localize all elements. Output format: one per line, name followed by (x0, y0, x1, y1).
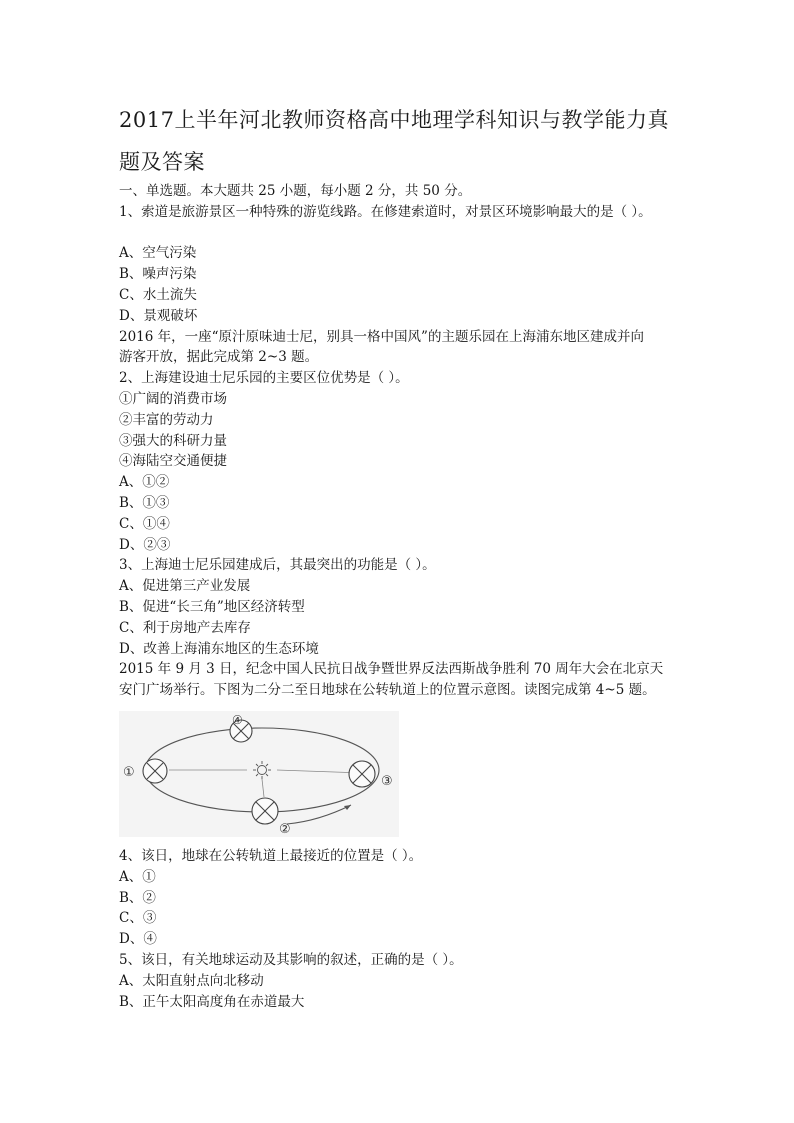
question-4-stem: 4、该日，地球在公转轨道上最接近的位置是（ ）。 (119, 848, 423, 864)
q2-item-3: ③强大的科研力量 (119, 432, 227, 449)
q1-option-c: C、水土流失 (119, 286, 197, 303)
q1-option-a: A、空气污染 (119, 245, 197, 262)
question-block-1 (119, 181, 689, 701)
q4-option-c: C、③ (119, 910, 157, 927)
q2-option-c: C、①④ (119, 515, 170, 532)
q2-option-b: B、①③ (119, 494, 170, 511)
question-3-stem: 3、上海迪士尼乐园建成后，其最突出的功能是（ ）。 (119, 557, 436, 574)
q2-item-2: ②丰富的劳动力 (119, 411, 214, 428)
q2-item-1: ①广阔的消费市场 (119, 390, 227, 407)
passage-1-line-1: 2016 年，一座“原汁原味迪士尼，别具一格中国风”的主题乐园在上海浦东地区建成并向 (119, 328, 644, 345)
q2-item-4: ④海陆空交通便捷 (119, 453, 227, 470)
orbit-label-3: ③ (381, 774, 393, 789)
orbit-diagram-svg (119, 711, 399, 837)
blank-line (119, 223, 689, 244)
q3-option-a: A、促进第三产业发展 (119, 578, 251, 595)
document-title-line-2: 题及答案 (119, 150, 205, 174)
passage-1-line-2: 游客开放，据此完成第 2~3 题。 (119, 349, 319, 366)
section-heading: 一、单选题。本大题共 25 小题，每小题 2 分，共 50 分。 (119, 183, 472, 199)
orbit-label-1: ① (123, 765, 135, 780)
q3-option-d: D、改善上海浦东地区的生态环境 (119, 640, 319, 657)
q5-option-a: A、太阳直射点向北移动 (119, 972, 264, 989)
question-5-stem: 5、该日，有关地球运动及其影响的叙述，正确的是（ ）。 (119, 951, 463, 968)
q1-option-b: B、噪声污染 (119, 266, 197, 283)
passage-2-line-2: 安门广场举行。下图为二分二至日地球在公转轨道上的位置示意图。读图完成第 4~5 题。 (119, 682, 656, 699)
orbit-label-2: ② (279, 822, 291, 837)
q5-option-b: B、正午太阳高度角在赤道最大 (119, 993, 305, 1010)
q2-option-d: D、②③ (119, 536, 171, 553)
orbit-label-4: ④ (232, 713, 243, 727)
q3-option-c: C、利于房地产去库存 (119, 619, 251, 636)
earth-globe-icon (143, 759, 167, 783)
q4-option-d: D、④ (119, 931, 157, 948)
question-2-stem: 2、上海建设迪士尼乐园的主要区位优势是（ ）。 (119, 370, 409, 387)
q4-option-b: B、② (119, 889, 156, 906)
question-block-2 (119, 846, 689, 1012)
passage-2-line-1: 2015 年 9 月 3 日，纪念中国人民抗日战争暨世界反法西斯战争胜利 70 周年大会在北京天 (119, 661, 664, 678)
question-1-stem: 1、索道是旅游景区一种特殊的游览线路。在修建索道时，对景区环境影响最大的是（ ）。 (119, 203, 652, 220)
document-title-line-1: 2017上半年河北教师资格高中地理学科知识与教学能力真 (119, 108, 669, 132)
earth-globe-icon (252, 798, 278, 824)
q1-option-d: D、景观破坏 (119, 307, 198, 324)
earth-globe-icon (349, 761, 375, 787)
q3-option-b: B、促进“长三角”地区经济转型 (119, 598, 305, 615)
q4-option-a: A、① (119, 868, 156, 885)
earth-orbit-figure (119, 711, 399, 837)
q2-option-a: A、①② (119, 474, 170, 491)
